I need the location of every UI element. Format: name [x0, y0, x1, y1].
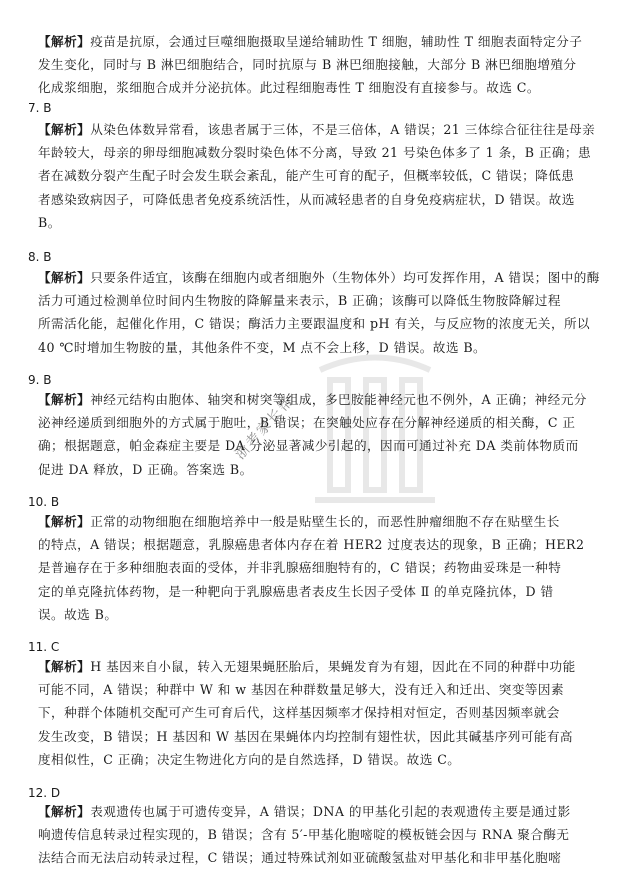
explanation-line: 确；根据题意，帕金森症主要是 DA 分泌显著减少引起的，因而可通过补充 DA 类前体物质而: [38, 438, 579, 454]
analysis-tag: 【解析】: [38, 270, 91, 285]
explanation-line: 发生变化，同时与 B 淋巴细胞结合，同时抗原与 B 淋巴细胞接触，大部分 B 淋巴细胞增殖分: [38, 57, 577, 73]
question-number-7: 7. B: [28, 101, 52, 115]
explanation-line: 化成浆细胞，浆细胞合成并分泌抗体。此过程细胞毒性 T 细胞没有直接参与。故选 C。: [38, 80, 540, 96]
explanation-line: 【解析】疫苗是抗原，会通过巨噬细胞摄取呈递给辅助性 T 细胞，辅助性 T 细胞表面特定分子: [38, 34, 583, 49]
q12-explanation: [38, 800, 600, 870]
explanation-line: 年龄较大，母亲的卵母细胞减数分裂时染色体不分离，导致 21 号染色体多了 1 条，B 正确；患: [38, 145, 592, 161]
explanation-line: 下，种群个体随机交配可产生可育后代，这样基因频率才保持相对恒定，否则基因频率就会: [38, 705, 560, 721]
explanation-line: 40 ℃时增加生物胺的量，其他条件不变，M 点不会上移，D 错误。故选 B。: [38, 339, 487, 355]
explanation-line: 【解析】正常的动物细胞在细胞培养中一般是贴壁生长的，而恶性肿瘤细胞不存在贴壁生长: [38, 514, 560, 529]
explanation-line: 活力可通过检测单位时间内生物胺的降解量来表示，B 正确；该酶可以降低生物胺降解过程: [38, 293, 561, 309]
q6-explanation: [38, 30, 600, 100]
q8-explanation: [38, 266, 600, 359]
explanation-line: 【解析】H 基因来自小鼠，转入无翅果蝇胚胎后，果蝇发育为有翅，因此在不同的种群中功能: [38, 659, 576, 674]
question-number-11: 11. C: [28, 640, 60, 654]
explanation-line: 促进 DA 释放，D 正确。答案选 B。: [38, 461, 253, 477]
explanation-line: 【解析】只要条件适宜，该酶在细胞内或者细胞外（生物体外）均可发挥作用，A 错误；图中的酶: [38, 270, 600, 285]
q10-explanation: [38, 510, 600, 626]
analysis-tag: 【解析】: [38, 804, 91, 819]
watermark-text: 浙考家长帮: [232, 392, 298, 463]
explanation-line: 发生改变，B 错误；H 基因和 W 基因在果蝇体内均控制有翅性状，因此其碱基序列可能有高: [38, 728, 573, 744]
explanation-line: 可能不同，A 错误；种群中 W 和 w 基因在种群数量足够大，没有迁入和迁出、突变等因素: [38, 682, 565, 698]
q11-explanation: [38, 655, 600, 771]
analysis-tag: 【解析】: [38, 659, 91, 674]
explanation-line: 误。故选 B。: [38, 606, 118, 622]
question-number-10: 10. B: [28, 495, 60, 509]
question-number-12: 12. D: [28, 786, 61, 800]
explanation-line: 所需活化能，起催化作用，C 错误；酶活力主要跟温度和 pH 有关，与反应物的浓度无关，所以: [38, 316, 591, 332]
explanation-line: 泌神经递质到细胞外的方式属于胞吐，B 错误；在突触处应存在分解神经递质的相关酶，C 正: [38, 415, 576, 431]
q7-explanation: [38, 118, 600, 234]
question-number-9: 9. B: [28, 373, 52, 387]
q9-explanation: [38, 388, 600, 481]
question-number-8: 8. B: [28, 250, 52, 264]
explanation-line: 定的单克隆抗体药物，是一种靶向于乳腺癌患者表皮生长因子受体 Ⅱ 的单克隆抗体，D 错: [38, 583, 554, 599]
explanation-line: 【解析】神经元结构由胞体、轴突和树突等组成，多巴胺能神经元也不例外，A 正确；神经元分: [38, 392, 587, 407]
explanation-line: 法结合而无法启动转录过程，C 错误；通过特殊试剂如亚硫酸氢盐对甲基化和非甲基化胞嘧: [38, 850, 562, 866]
analysis-tag: 【解析】: [38, 392, 91, 407]
explanation-line: 是普遍存在于多种细胞表面的受体，并非乳腺癌细胞特有的，C 错误；药物曲妥珠是一种特: [38, 560, 562, 576]
explanation-line: 者感染致病因子，可降低患者免疫系统活性，从而减轻患者的自身免疫病症状，D 错误。故选: [38, 191, 575, 207]
explanation-line: 的特点，A 错误；根据题意，乳腺癌患者体内存在着 HER2 过度表达的现象，B 正确；HER2: [38, 537, 585, 553]
analysis-tag: 【解析】: [38, 34, 91, 49]
explanation-line: 响遗传信息转录过程实现的，B 错误；含有 5′-甲基化胞嘧啶的模板链会因与 RNA 聚合酶无: [38, 827, 570, 843]
explanation-line: 者在减数分裂产生配子时会发生联会紊乱，能产生可育的配子，但概率较低，C 错误；降低患: [38, 168, 575, 184]
analysis-tag: 【解析】: [38, 514, 91, 529]
explanation-line: 【解析】从染色体数异常看，该患者属于三体，不是三倍体，A 错误；21 三体综合征往往是母亲: [38, 122, 596, 137]
explanation-line: B。: [38, 214, 61, 230]
analysis-tag: 【解析】: [38, 122, 91, 137]
explanation-line: 度相似性，C 正确；决定生物进化方向的是自然选择，D 错误。故选 C。: [38, 751, 461, 767]
explanation-line: 【解析】表观遗传也属于可遗传变异，A 错误；DNA 的甲基化引起的表观遗传主要是通过影: [38, 804, 571, 819]
